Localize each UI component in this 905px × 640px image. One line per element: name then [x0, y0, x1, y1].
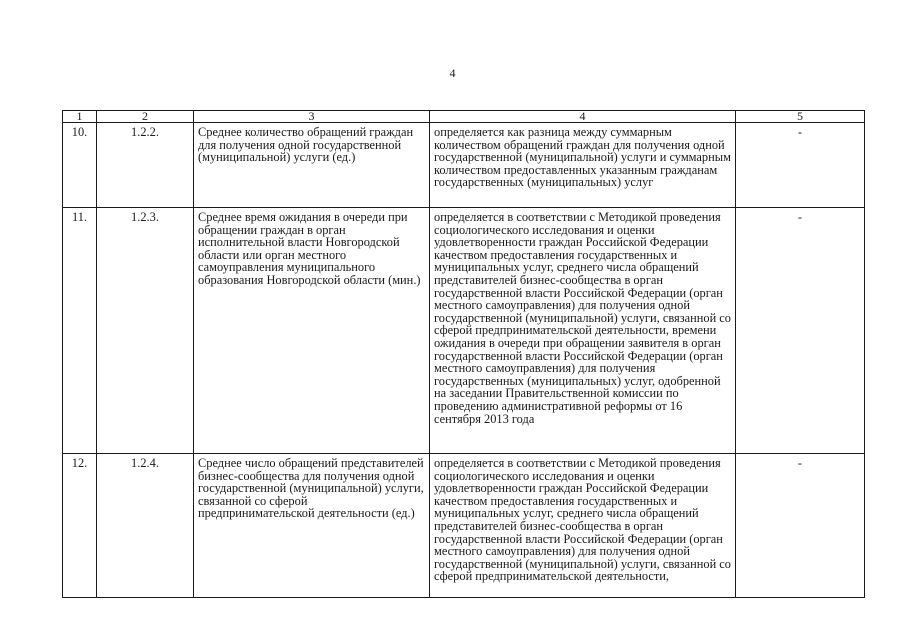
indicator-name: Среднее количество обращений граждан для получения одной государственной (муниципальной) услуги (ед.) [194, 123, 430, 208]
indicators-table [62, 110, 865, 598]
indicator-code: 1.2.2. [97, 123, 194, 208]
column-header: 2 [97, 111, 194, 123]
row-number: 11. [63, 208, 97, 454]
table-row [63, 208, 865, 454]
indicator-note: - [736, 208, 865, 454]
indicator-name: Среднее время ожидания в очереди при обращении граждан в орган исполнительной власти Новгородской области или орган местного самоуправления муниципального образования Новгородской области (мин.) [194, 208, 430, 454]
column-header: 1 [63, 111, 97, 123]
indicator-note: - [736, 454, 865, 598]
indicator-code: 1.2.3. [97, 208, 194, 454]
row-number: 10. [63, 123, 97, 208]
column-header: 3 [194, 111, 430, 123]
indicator-name: Среднее число обращений представителей бизнес-сообщества для получения одной государственной (муниципальной) услуги, связанной со сферой предпринимательской деятельности (ед.) [194, 454, 430, 598]
table-row [63, 123, 865, 208]
indicator-method: определяется в соответствии с Методикой проведения социологического исследования и оценки удовлетворенности граждан Российской Федерации качеством предоставления государственных и муниципальных услуг, среднего числа обращений представителей бизнес-сообщества в орган государственной власти Российской Федерации (орган местного самоуправления) для получения одной государственной (муниципальной) услуги, связанной со сферой предпринимательской деятельности, [430, 454, 736, 598]
indicator-method: определяется как разница между суммарным количеством обращений граждан для получения одной государственной (муниципальной) услуги и суммарным количеством предоставленных указанным гражданам государственных (муниципальных) услуг [430, 123, 736, 208]
page-number: 4 [449, 66, 456, 80]
table-header-row [63, 111, 865, 123]
row-number: 12. [63, 454, 97, 598]
indicator-code: 1.2.4. [97, 454, 194, 598]
column-header: 4 [430, 111, 736, 123]
column-header: 5 [736, 111, 865, 123]
indicator-note: - [736, 123, 865, 208]
table-row [63, 454, 865, 598]
indicator-method: определяется в соответствии с Методикой проведения социологического исследования и оценки удовлетворенности граждан Российской Федерации качеством предоставления государственных и муниципальных услуг, среднего числа обращений представителей бизнес-сообщества в орган государственной власти Российской Федерации (орган местного самоуправления) для получения одной государственной (муниципальной) услуги, связанной со сферой предпринимательской деятельности, времени ожидания в очереди при обращении заявителя в орган государственной власти Российской Федерации (орган местного самоуправления) для получения государственных (муниципальных) услуг, одобренной на заседании Правительственной комиссии по проведению административной реформы от 16 сентября 2013 года [430, 208, 736, 454]
